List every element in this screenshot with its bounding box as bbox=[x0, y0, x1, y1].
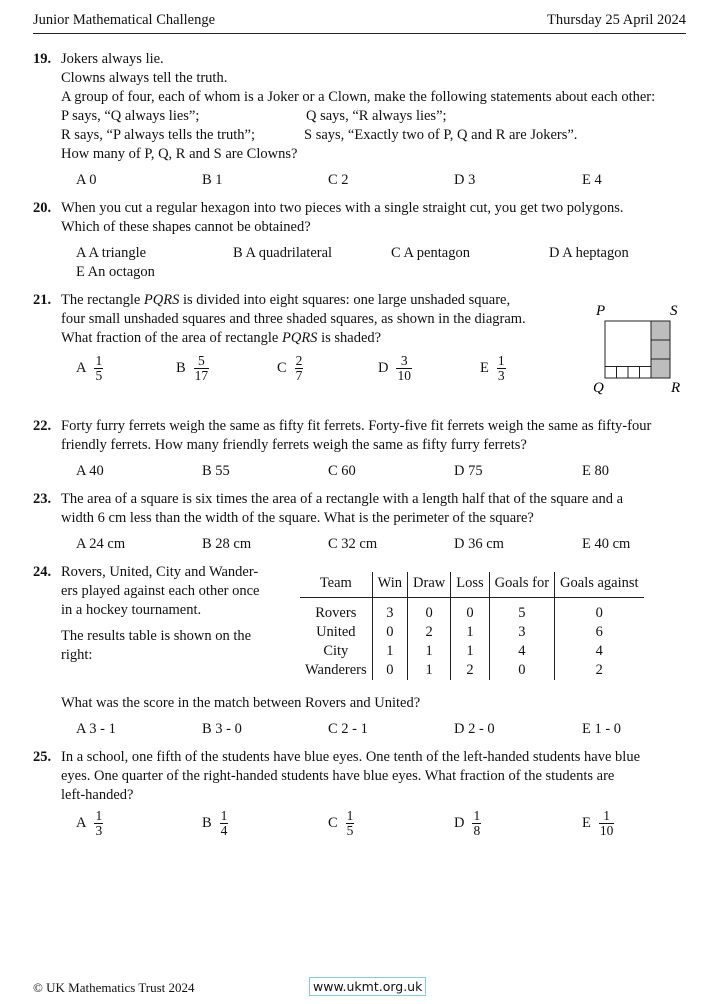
fraction bbox=[194, 354, 210, 383]
vertex-label-q: Q bbox=[593, 380, 604, 396]
table-cell: 0 bbox=[408, 598, 451, 624]
option-a: A 40 bbox=[76, 463, 104, 479]
fraction bbox=[94, 354, 103, 383]
question-text-line: Rovers, United, City and Wander- bbox=[61, 564, 259, 580]
question-number: 19. bbox=[33, 51, 52, 67]
table-cell: 1 bbox=[408, 661, 451, 680]
question-text-line: Jokers always lie. bbox=[61, 51, 164, 67]
denominator: 5 bbox=[346, 823, 354, 838]
option-e: E An octagon bbox=[76, 264, 155, 280]
results-table bbox=[300, 572, 644, 680]
table-cell: United bbox=[316, 624, 356, 640]
option-d: D 75 bbox=[454, 463, 483, 479]
question-number: 20. bbox=[33, 200, 52, 216]
denominator: 10 bbox=[599, 823, 614, 838]
column-header: Team bbox=[300, 572, 372, 598]
table-cell: 6 bbox=[555, 623, 644, 642]
footer-copyright: © UK Mathematics Trust 2024 bbox=[33, 980, 195, 995]
option-b bbox=[176, 354, 209, 383]
table-cell: 1 bbox=[372, 642, 407, 661]
question-text-line: Clowns always tell the truth. bbox=[61, 70, 228, 86]
question-text-line: The results table is shown on the bbox=[61, 628, 252, 644]
table-cell: 5 bbox=[489, 598, 554, 624]
column-header: Loss bbox=[451, 572, 489, 598]
question-text-line: width 6 cm less than the width of the square. What is the perimeter of the square? bbox=[61, 510, 534, 526]
question-text-line: in a hockey tournament. bbox=[61, 602, 202, 618]
statement-p: P says, “Q always lies”; bbox=[61, 108, 200, 124]
question-text-line bbox=[61, 292, 510, 309]
table-cell: 2 bbox=[555, 661, 644, 680]
option-letter: E bbox=[582, 814, 591, 831]
table-cell: 0 bbox=[372, 623, 407, 642]
question-text-line: four small unshaded squares and three shaded squares, as shown in the diagram. bbox=[61, 311, 526, 327]
question-text-line: The area of a square is six times the area of a rectangle with a length half that of the square and a bbox=[61, 491, 624, 507]
option-letter: C bbox=[277, 359, 287, 376]
numerator: 1 bbox=[473, 808, 481, 823]
table-cell: Rovers bbox=[315, 605, 357, 621]
column-header: Draw bbox=[408, 572, 451, 598]
option-d: D 3 bbox=[454, 172, 476, 188]
question-number: 21. bbox=[33, 292, 52, 308]
option-letter: D bbox=[378, 359, 389, 376]
table-cell: City bbox=[323, 643, 349, 659]
denominator: 17 bbox=[194, 368, 209, 383]
statement-q: Q says, “R always lies”; bbox=[306, 108, 447, 124]
option-e bbox=[582, 809, 614, 838]
text-part: The rectangle bbox=[61, 292, 144, 308]
table-cell: 0 bbox=[451, 598, 489, 624]
option-a: A 3 - 1 bbox=[76, 721, 116, 737]
option-c: C 60 bbox=[328, 463, 356, 479]
column-header: Goals against bbox=[555, 572, 644, 598]
numerator: 2 bbox=[295, 353, 303, 368]
option-b: B A quadrilateral bbox=[233, 245, 333, 261]
question-number: 24. bbox=[33, 564, 52, 580]
text-part: is divided into eight squares: one large unshaded square, bbox=[179, 292, 511, 308]
question-text-line: friendly ferrets. How many friendly ferrets weigh the same as fifty furry ferrets? bbox=[61, 437, 527, 453]
option-letter: E bbox=[480, 359, 489, 376]
table-row bbox=[300, 661, 644, 680]
option-a: A 24 cm bbox=[76, 536, 126, 552]
option-d: D 36 cm bbox=[454, 536, 504, 552]
variable-pqrs: PQRS bbox=[282, 330, 318, 346]
fraction bbox=[472, 809, 481, 838]
option-letter: C bbox=[328, 814, 338, 831]
text-part: What fraction of the area of rectangle bbox=[61, 330, 282, 346]
fraction bbox=[220, 809, 229, 838]
question-text-line: What was the score in the match between Rovers and United? bbox=[61, 695, 421, 711]
option-c bbox=[277, 354, 303, 383]
header-rule bbox=[33, 33, 686, 34]
option-e: E 1 - 0 bbox=[582, 721, 622, 737]
table-cell: 2 bbox=[451, 661, 489, 680]
table-cell: 1 bbox=[451, 642, 489, 661]
rectangle-pqrs-diagram bbox=[588, 296, 688, 398]
statement-s: S says, “Exactly two of P, Q and R are Jokers”. bbox=[304, 127, 578, 143]
numerator: 3 bbox=[400, 353, 408, 368]
option-c: C 2 - 1 bbox=[328, 721, 368, 737]
numerator: 1 bbox=[346, 808, 354, 823]
shaded-square bbox=[651, 321, 670, 340]
fraction bbox=[497, 354, 506, 383]
question-text-line: ers played against each other once bbox=[61, 583, 260, 599]
option-letter: A bbox=[76, 814, 87, 831]
numerator: 1 bbox=[95, 808, 103, 823]
option-a: A A triangle bbox=[76, 245, 147, 261]
option-a bbox=[76, 809, 103, 838]
option-c: C A pentagon bbox=[391, 245, 470, 261]
option-a: A 0 bbox=[76, 172, 97, 188]
vertex-label-p: P bbox=[596, 303, 606, 319]
numerator: 1 bbox=[95, 353, 103, 368]
question-text-line: How many of P, Q, R and S are Clowns? bbox=[61, 146, 298, 162]
vertex-label-r: R bbox=[671, 380, 681, 396]
question-number: 22. bbox=[33, 418, 52, 434]
numerator: 1 bbox=[497, 353, 505, 368]
table-cell: Wanderers bbox=[305, 662, 367, 678]
table-header-row bbox=[300, 572, 644, 598]
table-cell: 2 bbox=[408, 623, 451, 642]
option-b: B 1 bbox=[202, 172, 223, 188]
statement-r: R says, “P always tells the truth”; bbox=[61, 127, 255, 143]
option-b bbox=[202, 809, 228, 838]
table-row bbox=[300, 623, 644, 642]
fraction bbox=[396, 354, 412, 383]
numerator: 1 bbox=[220, 808, 228, 823]
table-row bbox=[300, 598, 644, 624]
option-d: D A heptagon bbox=[549, 245, 629, 261]
table-cell: 0 bbox=[555, 598, 644, 624]
option-b: B 3 - 0 bbox=[202, 721, 242, 737]
question-number: 25. bbox=[33, 749, 52, 765]
denominator: 3 bbox=[497, 368, 505, 383]
question-number: 23. bbox=[33, 491, 52, 507]
table-cell: 0 bbox=[372, 661, 407, 680]
text-part: is shaded? bbox=[317, 330, 382, 346]
option-b: B 28 cm bbox=[202, 536, 252, 552]
option-letter: B bbox=[176, 359, 186, 376]
table-cell: 4 bbox=[489, 642, 554, 661]
variable-pqrs: PQRS bbox=[143, 292, 180, 308]
header-date: Thursday 25 April 2024 bbox=[547, 12, 686, 28]
column-header: Goals for bbox=[489, 572, 554, 598]
fraction bbox=[295, 354, 304, 383]
option-letter: D bbox=[454, 814, 465, 831]
option-letter: B bbox=[202, 814, 212, 831]
question-text-line bbox=[61, 330, 381, 347]
fraction bbox=[94, 809, 103, 838]
numerator: 5 bbox=[198, 353, 205, 368]
denominator: 7 bbox=[295, 368, 303, 383]
question-text-line: Which of these shapes cannot be obtained? bbox=[61, 219, 311, 235]
table-cell: 1 bbox=[451, 623, 489, 642]
option-e: E 40 cm bbox=[582, 536, 631, 552]
question-text-line: Forty furry ferrets weigh the same as fifty fit ferrets. Forty-five fit ferrets weigh the same as fifty-four bbox=[61, 418, 652, 434]
option-a bbox=[76, 354, 103, 383]
option-d: D 2 - 0 bbox=[454, 721, 495, 737]
question-text-line: right: bbox=[61, 647, 93, 663]
fraction bbox=[346, 809, 355, 838]
denominator: 4 bbox=[220, 823, 228, 838]
denominator: 8 bbox=[473, 823, 481, 838]
footer-website-link[interactable]: www.ukmt.org.uk bbox=[309, 977, 426, 996]
question-text-line: A group of four, each of whom is a Joker or a Clown, make the following statements about each other: bbox=[61, 89, 656, 105]
denominator: 10 bbox=[397, 368, 411, 383]
column-header: Win bbox=[372, 572, 407, 598]
option-c: C 2 bbox=[328, 172, 349, 188]
vertex-label-s: S bbox=[670, 303, 678, 319]
question-text-line: eyes. One quarter of the right-handed students have blue eyes. What fraction of the students are bbox=[61, 768, 615, 784]
option-c bbox=[328, 809, 354, 838]
option-b: B 55 bbox=[202, 463, 230, 479]
table-cell: 0 bbox=[489, 661, 554, 680]
question-text-line: When you cut a regular hexagon into two pieces with a single straight cut, you get two polygons. bbox=[61, 200, 624, 216]
numerator: 1 bbox=[603, 808, 610, 823]
denominator: 5 bbox=[95, 368, 103, 383]
option-e: E 80 bbox=[582, 463, 609, 479]
denominator: 3 bbox=[95, 823, 103, 838]
header-title: Junior Mathematical Challenge bbox=[33, 12, 216, 28]
table-cell: 4 bbox=[555, 642, 644, 661]
option-c: C 32 cm bbox=[328, 536, 378, 552]
table-cell: 1 bbox=[408, 642, 451, 661]
table-row bbox=[300, 642, 644, 661]
question-text-line: left-handed? bbox=[61, 787, 134, 803]
fraction bbox=[599, 809, 615, 838]
option-d bbox=[378, 354, 412, 383]
option-e: E 4 bbox=[582, 172, 602, 188]
option-letter: A bbox=[76, 359, 87, 376]
table-cell: 3 bbox=[372, 598, 407, 624]
shaded-square bbox=[651, 359, 670, 378]
question-text-line: In a school, one fifth of the students have blue eyes. One tenth of the left-handed students have blue bbox=[61, 749, 641, 765]
option-d bbox=[454, 809, 481, 838]
table-cell: 3 bbox=[489, 623, 554, 642]
shaded-square bbox=[651, 340, 670, 359]
option-e bbox=[480, 354, 506, 383]
